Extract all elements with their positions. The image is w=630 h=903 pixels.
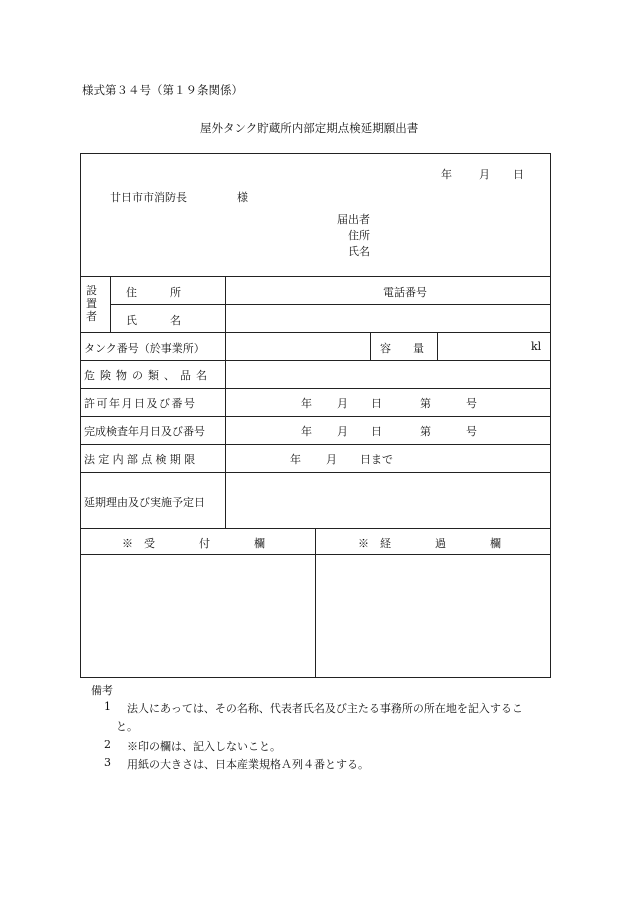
limit-until: 日まで (360, 453, 393, 466)
notes-heading: 備考 (91, 684, 113, 697)
addressee: 廿日市市消防長 (110, 191, 187, 204)
completion-number-prefix: 第 (420, 425, 431, 438)
completion-number-suffix: 号 (466, 425, 477, 438)
permit-number-prefix: 第 (420, 397, 431, 410)
tank-number-label: タンク番号（於事業所） (84, 342, 205, 355)
permit-month: 月 (337, 397, 348, 410)
note-3-text: 用紙の大きさは、日本産業規格Ａ列４番とする。 (127, 758, 369, 771)
completion-day: 日 (371, 425, 382, 438)
completion-year: 年 (301, 425, 312, 438)
phone-label: 電話番号 (383, 286, 427, 299)
form-number: 様式第３４号（第１９条関係） (82, 83, 243, 97)
limit-month: 月 (326, 453, 337, 466)
date-month: 月 (479, 168, 490, 181)
permit-number-suffix: 号 (466, 397, 477, 410)
note-1-text: 法人にあっては、その名称、代表者氏名及び主たる事務所の所在地を記入するこ (127, 702, 523, 715)
permit-day: 日 (371, 397, 382, 410)
date-day: 日 (513, 168, 524, 181)
reason-label: 延期理由及び実施予定日 (84, 496, 205, 509)
applicant-name-label: 氏名 (348, 245, 370, 258)
note-3-number: 3 (104, 756, 111, 769)
permit-label: 許可年月日及び番号 (84, 397, 197, 410)
capacity-label: 容 量 (380, 342, 424, 355)
date-year: 年 (441, 168, 452, 181)
note-1-number: 1 (104, 700, 111, 713)
completion-month: 月 (337, 425, 348, 438)
note-1-continuation: と。 (116, 720, 138, 733)
applicant-label: 届出者 (337, 213, 370, 226)
limit-year: 年 (290, 453, 301, 466)
reception-header: ※ 受 付 欄 (122, 537, 265, 550)
applicant-address-label: 住所 (348, 229, 370, 242)
page-title: 屋外タンク貯蔵所内部定期点検延期願出書 (200, 121, 419, 135)
inspection-limit-label: 法定内部点検期限 (84, 453, 199, 466)
installer-address-label: 住 所 (126, 286, 181, 299)
progress-header: ※ 経 過 欄 (358, 537, 501, 550)
honorific: 様 (237, 191, 248, 204)
hazard-label: 危険物の類、品名 (84, 369, 212, 382)
capacity-unit: kl (531, 340, 542, 353)
permit-year: 年 (301, 397, 312, 410)
note-2-number: 2 (104, 738, 111, 751)
installer-label: 設置者 (86, 284, 97, 323)
completion-label: 完成検査年月日及び番号 (84, 425, 205, 438)
note-2-text: ※印の欄は、記入しないこと。 (127, 740, 281, 753)
installer-name-label: 氏 名 (126, 314, 181, 327)
